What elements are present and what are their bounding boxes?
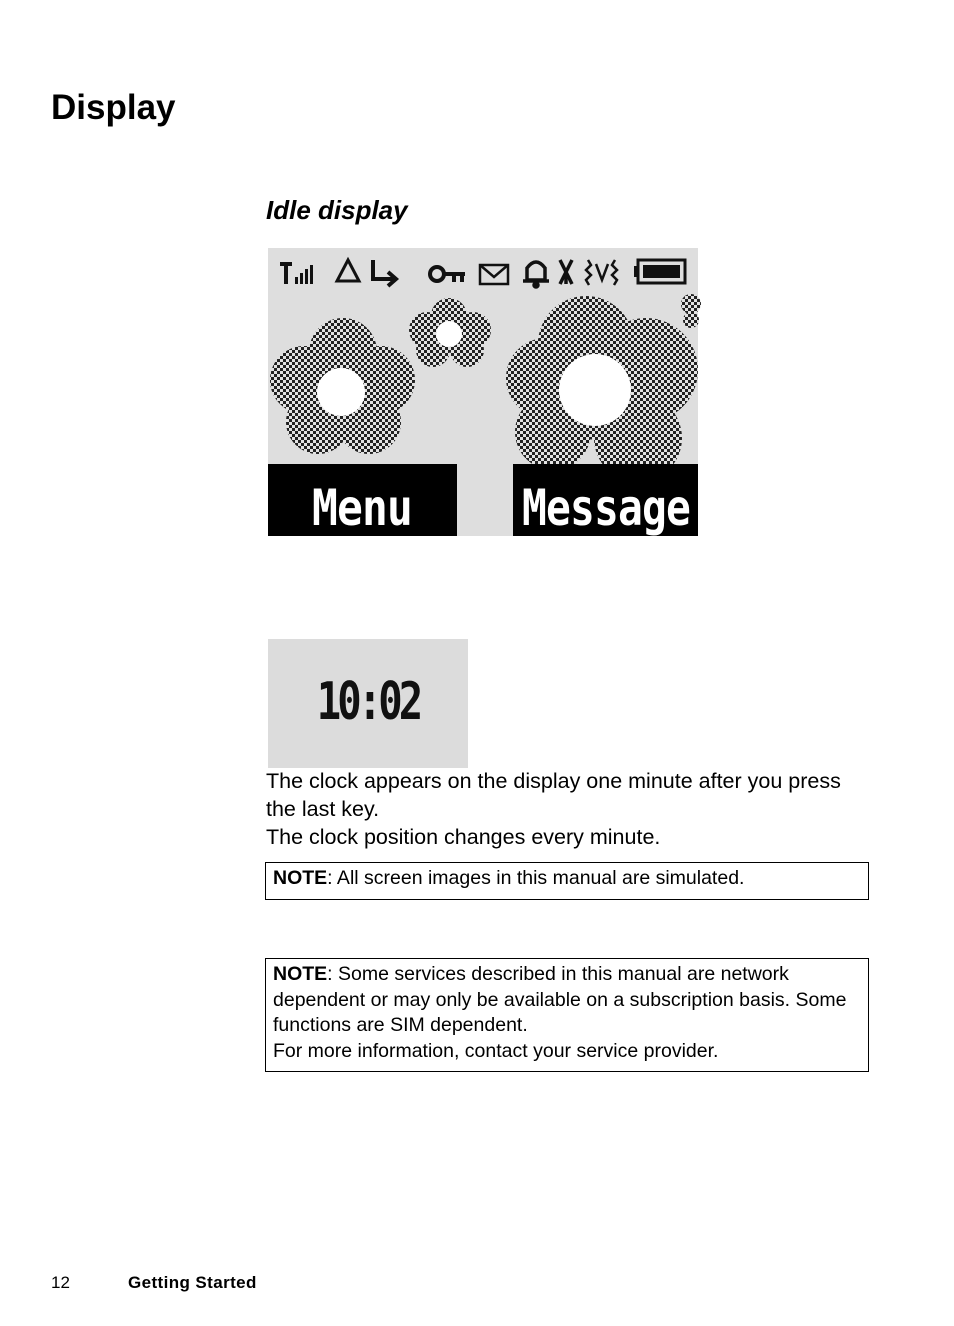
- flower-petal-corner-image: [681, 294, 701, 328]
- clock-display-screen: [268, 639, 468, 768]
- envelope-icon: [480, 265, 508, 284]
- clock-description: [266, 767, 876, 851]
- page-title: Display: [51, 88, 176, 127]
- clock-description-line-2: The clock position changes every minute.: [266, 825, 661, 849]
- note-label: NOTE: [273, 963, 328, 985]
- battery-icon: [634, 260, 685, 283]
- vibrate-icon: [586, 260, 617, 285]
- note-box-simulated: [265, 862, 869, 900]
- flower-right-image: [506, 296, 698, 482]
- note-text: : All screen images in this manual are simulated.: [327, 867, 745, 889]
- section-title-idle-display: Idle display: [266, 195, 408, 225]
- roaming-alert-icon: [337, 260, 359, 281]
- call-forward-icon: [373, 260, 396, 286]
- note-box-network-services: [265, 958, 869, 1072]
- silent-icon: [560, 260, 572, 284]
- note-text: : Some services described in this manual are network dependent or may only be available on a subscription basis. Some functions are SIM dependent.: [273, 963, 847, 1036]
- note-text-contact: For more information, contact your service provider.: [273, 1039, 719, 1062]
- softkey-menu-label[interactable]: Menu: [312, 479, 412, 537]
- note-label: NOTE: [273, 867, 328, 889]
- keypad-lock-icon: [430, 267, 465, 282]
- clock-time: 10:02: [316, 672, 420, 732]
- page-number: 12: [51, 1273, 70, 1292]
- clock-description-line-1: The clock appears on the display one minute after you press the last key.: [266, 769, 841, 821]
- flower-left-image: [270, 318, 415, 454]
- idle-display-screen: [268, 248, 698, 536]
- flower-middle-image: [409, 298, 491, 367]
- footer-section-title: Getting Started: [128, 1273, 257, 1292]
- signal-strength-icon: [280, 262, 313, 284]
- idle-display-graphic: [268, 248, 698, 536]
- softkey-message-label[interactable]: Message: [522, 479, 690, 537]
- alarm-bell-icon: [523, 262, 549, 287]
